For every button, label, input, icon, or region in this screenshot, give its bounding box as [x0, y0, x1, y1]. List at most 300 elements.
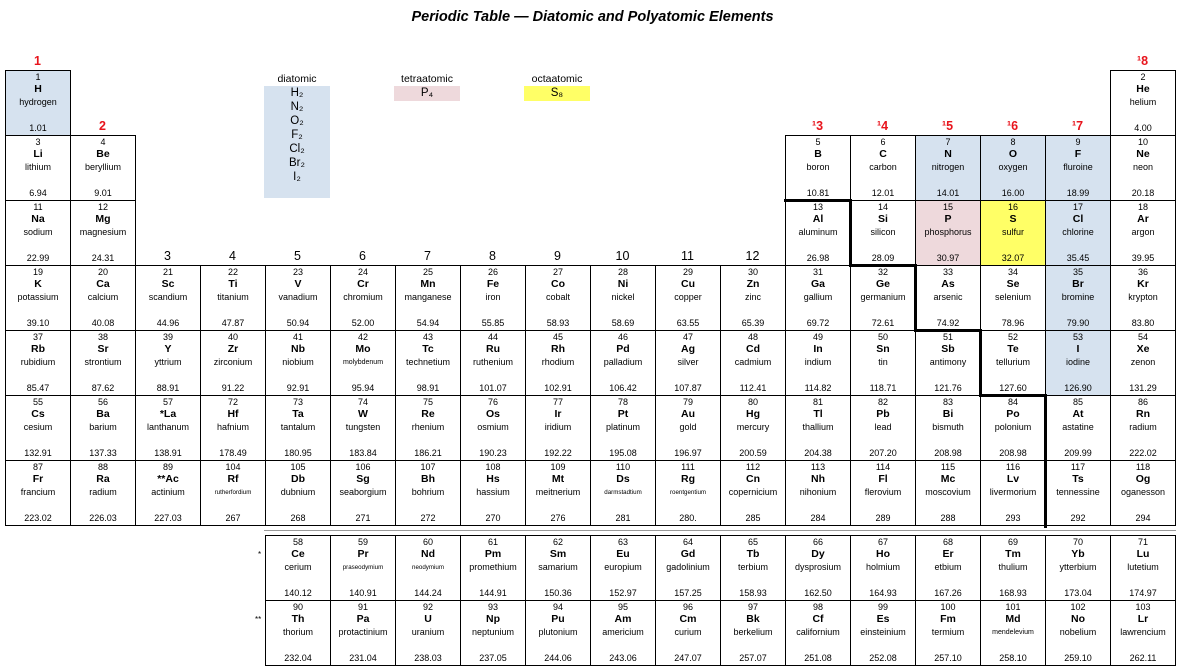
element-cell-europium	[590, 535, 656, 601]
element-symbol: In	[813, 344, 823, 355]
atomic-mass: 168.93	[999, 588, 1027, 598]
atomic-mass: 150.36	[544, 588, 572, 598]
element-name: manganese	[404, 292, 452, 302]
element-symbol: Xe	[1136, 344, 1150, 355]
element-cell-platinum	[590, 395, 656, 461]
element-name: holmium	[865, 562, 900, 572]
element-cell-iodine	[1045, 330, 1111, 396]
element-cell-calcium	[70, 265, 136, 331]
element-symbol: Tb	[746, 549, 760, 560]
atomic-mass: 55.85	[481, 318, 505, 328]
atomic-number: 69	[1007, 537, 1018, 547]
atomic-mass: 52.00	[351, 318, 375, 328]
atomic-mass: 106.42	[609, 383, 637, 393]
atomic-number: 19	[32, 267, 43, 277]
element-name: radium	[89, 487, 117, 497]
element-name: ruthenium	[472, 357, 514, 367]
element-name: dysprosium	[794, 562, 841, 572]
atomic-number: 102	[1070, 602, 1086, 612]
element-symbol: Tc	[422, 344, 434, 355]
atomic-number: 76	[487, 397, 498, 407]
element-name: chlorine	[1062, 227, 1094, 237]
element-symbol: U	[424, 614, 432, 625]
element-symbol: Bh	[421, 474, 435, 485]
atomic-mass: 223.02	[24, 513, 52, 523]
element-cell-francium	[5, 460, 71, 526]
atomic-number: 78	[617, 397, 628, 407]
atomic-mass: 101.07	[479, 383, 507, 393]
element-name: curium	[674, 627, 702, 637]
element-cell-plutonium	[525, 600, 591, 666]
element-symbol: Cr	[357, 279, 369, 290]
atomic-number: 12	[97, 202, 108, 212]
element-cell-strontium	[70, 330, 136, 396]
atomic-mass: 281	[615, 513, 631, 523]
element-symbol: Hf	[227, 409, 239, 420]
atomic-mass: 280.	[679, 513, 697, 523]
atomic-number: 11	[33, 202, 43, 212]
element-cell-promethium	[460, 535, 526, 601]
atomic-number: 97	[747, 602, 758, 612]
atomic-mass: 39.95	[1131, 253, 1155, 263]
atomic-mass: 44.96	[156, 318, 180, 328]
element-symbol: Nd	[421, 549, 435, 560]
element-name: neptunium	[471, 627, 515, 637]
element-name: titanium	[217, 292, 249, 302]
element-cell-rutherfordium	[200, 460, 266, 526]
atomic-mass: 12.01	[871, 188, 895, 198]
metal-nonmetal-divider	[1044, 394, 1047, 528]
atomic-number: 2	[1140, 72, 1146, 82]
element-cell-etbium	[915, 535, 981, 601]
atomic-number: 6	[880, 137, 886, 147]
atomic-number: 114	[875, 462, 891, 472]
element-symbol: Am	[614, 614, 632, 625]
element-cell-manganese	[395, 265, 461, 331]
metal-nonmetal-divider	[849, 199, 852, 267]
atomic-mass: 243.06	[609, 653, 637, 663]
atomic-mass: 258.10	[999, 653, 1027, 663]
atomic-number: 60	[422, 537, 433, 547]
element-name: krypton	[1128, 292, 1158, 302]
element-cell-technetium	[395, 330, 461, 396]
element-name: zinc	[744, 292, 761, 302]
element-symbol: Np	[486, 614, 500, 625]
element-name: thallium	[802, 422, 834, 432]
element-cell-cerium	[265, 535, 331, 601]
atomic-mass: 9.01	[94, 188, 112, 198]
atomic-number: 55	[32, 397, 43, 407]
element-symbol: Gd	[680, 549, 696, 560]
element-cell-tellurium	[980, 330, 1046, 396]
element-symbol: Lu	[1136, 549, 1150, 560]
element-symbol: Nh	[811, 474, 825, 485]
element-name: ytterbium	[1059, 562, 1097, 572]
element-name: sodium	[23, 227, 53, 237]
atomic-number: 56	[97, 397, 108, 407]
element-symbol: Hg	[746, 409, 760, 420]
atomic-mass: 83.80	[1131, 318, 1155, 328]
atomic-number: 63	[617, 537, 628, 547]
element-cell-boron	[785, 135, 851, 201]
element-symbol: Ar	[1137, 214, 1149, 225]
element-name: uranium	[411, 627, 445, 637]
element-cell-californium	[785, 600, 851, 666]
atomic-number: 29	[682, 267, 693, 277]
element-name: thorium	[282, 627, 313, 637]
element-cell-praseodymium	[330, 535, 396, 601]
element-symbol: Sb	[941, 344, 955, 355]
element-name: iron	[485, 292, 501, 302]
atomic-number: 87	[32, 462, 43, 472]
element-cell-copernicium	[720, 460, 786, 526]
element-name: copernicium	[728, 487, 778, 497]
element-cell-hydrogen	[5, 70, 71, 136]
atomic-number: 4	[100, 137, 106, 147]
element-symbol: Dy	[811, 549, 825, 560]
element-symbol: Yb	[1071, 549, 1085, 560]
element-name: promethium	[469, 562, 517, 572]
atomic-mass: 231.04	[349, 653, 377, 663]
element-cell-germanium	[850, 265, 916, 331]
element-symbol: W	[358, 409, 368, 420]
atomic-mass: 252.08	[869, 653, 897, 663]
atomic-mass: 92.91	[286, 383, 310, 393]
element-symbol: Rb	[31, 344, 45, 355]
element-cell-potassium	[5, 265, 71, 331]
element-cell-samarium	[525, 535, 591, 601]
atomic-mass: 72.61	[871, 318, 895, 328]
element-cell-thulium	[980, 535, 1046, 601]
element-cell-mendelevium	[980, 600, 1046, 666]
element-cell-lithium	[5, 135, 71, 201]
atomic-mass: 32.07	[1001, 253, 1025, 263]
element-cell-neptunium	[460, 600, 526, 666]
atomic-number: 38	[97, 332, 108, 342]
atomic-mass: 91.22	[221, 383, 245, 393]
atomic-mass: 132.91	[24, 448, 52, 458]
legend-formula: S₈	[550, 87, 564, 99]
element-cell-lawrencium	[1110, 600, 1176, 666]
group-label: ¹4	[876, 119, 889, 133]
atomic-number: 50	[877, 332, 888, 342]
atomic-number: 104	[225, 462, 241, 472]
element-name: sulfur	[1001, 227, 1024, 237]
element-symbol: Fe	[486, 279, 500, 290]
metal-nonmetal-divider	[914, 264, 917, 332]
element-cell-bohrium	[395, 460, 461, 526]
element-symbol: Pm	[484, 549, 502, 560]
atomic-number: 67	[877, 537, 888, 547]
atomic-number: 26	[487, 267, 498, 277]
legend-formula: Cl₂	[289, 143, 305, 155]
element-symbol: Pt	[617, 409, 629, 420]
element-symbol: Br	[1072, 279, 1084, 290]
atomic-number: 61	[487, 537, 498, 547]
group-label: 5	[294, 249, 301, 263]
element-name: plutonium	[538, 627, 578, 637]
element-cell-silicon	[850, 200, 916, 266]
group-label: ¹5	[941, 119, 954, 133]
atomic-mass: 6.94	[29, 188, 47, 198]
atomic-number: 24	[357, 267, 368, 277]
element-symbol: Mo	[355, 344, 371, 355]
element-cell-nihonium	[785, 460, 851, 526]
atomic-mass: 118.71	[869, 383, 897, 393]
element-name: flerovium	[864, 487, 902, 497]
element-cell-zirconium	[200, 330, 266, 396]
atomic-number: 45	[552, 332, 563, 342]
element-cell-rhenium	[395, 395, 461, 461]
atomic-number: 51	[942, 332, 953, 342]
element-name: cadmium	[734, 357, 772, 367]
atomic-mass: 270	[485, 513, 501, 523]
atomic-mass: 190.23	[479, 448, 507, 458]
element-cell-chlorine	[1045, 200, 1111, 266]
element-symbol: Ho	[876, 549, 890, 560]
atomic-mass: 131.29	[1129, 383, 1157, 393]
element-cell-flerovium	[850, 460, 916, 526]
atomic-number: 34	[1007, 267, 1018, 277]
element-symbol: At	[1072, 409, 1084, 420]
element-name: helium	[1129, 97, 1157, 107]
element-symbol: Fm	[940, 614, 956, 625]
element-cell-molybdenum	[330, 330, 396, 396]
element-cell-tantalum	[265, 395, 331, 461]
element-cell-livermorium	[980, 460, 1046, 526]
atomic-number: 53	[1072, 332, 1083, 342]
atomic-number: 100	[940, 602, 956, 612]
element-symbol: Na	[31, 214, 45, 225]
element-cell-beryllium	[70, 135, 136, 201]
group-label: 6	[359, 249, 366, 263]
atomic-number: 106	[355, 462, 371, 472]
element-symbol: Ir	[554, 409, 562, 420]
atomic-number: 41	[292, 332, 303, 342]
atomic-number: 93	[487, 602, 498, 612]
atomic-mass: 293	[1005, 513, 1021, 523]
atomic-mass: 28.09	[871, 253, 895, 263]
element-name: magnesium	[79, 227, 127, 237]
element-symbol: Ru	[486, 344, 500, 355]
element-name: etbium	[934, 562, 962, 572]
atomic-number: 36	[1137, 267, 1148, 277]
element-cell-nickel	[590, 265, 656, 331]
actinide-mark: **	[255, 615, 262, 624]
atomic-number: 98	[812, 602, 823, 612]
atomic-mass: 40.08	[91, 318, 115, 328]
element-cell-gadolinium	[655, 535, 721, 601]
element-symbol: Fr	[32, 474, 44, 485]
element-name: hassium	[476, 487, 510, 497]
element-symbol: Sm	[549, 549, 567, 560]
atomic-mass: 69.72	[806, 318, 830, 328]
element-symbol: Cs	[31, 409, 45, 420]
element-symbol: Ti	[228, 279, 238, 290]
atomic-mass: 152.97	[609, 588, 637, 598]
atomic-number: 77	[552, 397, 563, 407]
atomic-mass: 88.91	[156, 383, 180, 393]
element-cell-holmium	[850, 535, 916, 601]
element-cell-radium	[1110, 395, 1176, 461]
atomic-mass: 102.91	[544, 383, 572, 393]
element-name: neon	[1132, 162, 1154, 172]
atomic-number: 117	[1070, 462, 1086, 472]
atomic-mass: 63.55	[676, 318, 700, 328]
metal-nonmetal-divider	[849, 264, 917, 267]
element-name: osmium	[477, 422, 509, 432]
element-symbol: Ne	[1136, 149, 1150, 160]
atomic-mass: 174.97	[1129, 588, 1157, 598]
element-cell-titanium	[200, 265, 266, 331]
element-cell-darmstadtium	[590, 460, 656, 526]
element-cell-zinc	[720, 265, 786, 331]
element-cell-lanthanum	[135, 395, 201, 461]
atomic-number: 88	[97, 462, 108, 472]
element-name: lanthanum	[146, 422, 190, 432]
element-symbol: F	[1074, 149, 1082, 160]
atomic-number: 73	[292, 397, 303, 407]
element-cell-cobalt	[525, 265, 591, 331]
element-name: boron	[806, 162, 830, 172]
element-symbol: Ta	[292, 409, 304, 420]
group-label: ¹6	[1006, 119, 1019, 133]
group-label: ¹8	[1136, 54, 1149, 68]
atomic-number: 83	[942, 397, 953, 407]
element-symbol: N	[944, 149, 952, 160]
atomic-number: 23	[292, 267, 303, 277]
atomic-number: 58	[292, 537, 303, 547]
element-cell-lead	[850, 395, 916, 461]
group-label: 12	[745, 249, 760, 263]
element-name: nihonium	[799, 487, 837, 497]
element-cell-copper	[655, 265, 721, 331]
atomic-mass: 87.62	[91, 383, 115, 393]
element-name: fluroine	[1063, 162, 1093, 172]
element-name: strontium	[84, 357, 122, 367]
element-symbol: K	[34, 279, 42, 290]
atomic-number: 101	[1005, 602, 1021, 612]
element-name: dubnium	[280, 487, 316, 497]
element-symbol: *La	[159, 409, 177, 420]
element-name: rhodium	[541, 357, 575, 367]
element-cell-uranium	[395, 600, 461, 666]
element-name: arsenic	[933, 292, 963, 302]
element-cell-thallium	[785, 395, 851, 461]
atomic-number: 66	[812, 537, 823, 547]
element-name: termium	[931, 627, 965, 637]
atomic-mass: 164.93	[869, 588, 897, 598]
element-name: antimony	[929, 357, 967, 367]
element-symbol: Cd	[746, 344, 760, 355]
element-name: astatine	[1062, 422, 1094, 432]
element-symbol: Rf	[227, 474, 239, 485]
group-label: 10	[615, 249, 630, 263]
element-cell-cadmium	[720, 330, 786, 396]
atomic-mass: 35.45	[1066, 253, 1090, 263]
element-symbol: Ts	[1072, 474, 1084, 485]
element-symbol: Pu	[551, 614, 565, 625]
atomic-mass: 98.91	[416, 383, 440, 393]
element-cell-silver	[655, 330, 721, 396]
atomic-mass: 140.12	[284, 588, 312, 598]
element-cell-bismuth	[915, 395, 981, 461]
element-name: lutetium	[1127, 562, 1159, 572]
atomic-mass: 26.98	[806, 253, 830, 263]
atomic-number: 40	[227, 332, 238, 342]
element-symbol: Be	[96, 149, 110, 160]
element-cell-gallium	[785, 265, 851, 331]
atomic-mass: 200.59	[739, 448, 767, 458]
atomic-number: 14	[877, 202, 888, 212]
atomic-number: 65	[747, 537, 758, 547]
atomic-mass: 58.93	[546, 318, 570, 328]
element-name: gadolinium	[666, 562, 710, 572]
atomic-mass: 140.91	[349, 588, 377, 598]
element-name: samarium	[538, 562, 578, 572]
atomic-number: 108	[485, 462, 501, 472]
element-cell-niobium	[265, 330, 331, 396]
atomic-mass: 208.98	[934, 448, 962, 458]
atomic-number: 37	[32, 332, 43, 342]
element-symbol: Er	[942, 549, 954, 560]
element-cell-oganesson	[1110, 460, 1176, 526]
atomic-mass: 209.99	[1064, 448, 1092, 458]
element-name: molybdenum	[342, 359, 384, 366]
element-name: gold	[679, 422, 697, 432]
element-cell-sodium	[5, 200, 71, 266]
element-name: lithium	[24, 162, 51, 172]
element-cell-yttrium	[135, 330, 201, 396]
atomic-number: 74	[357, 397, 368, 407]
element-cell-iron	[460, 265, 526, 331]
legend-formula: N₂	[290, 101, 304, 113]
atomic-number: 20	[97, 267, 108, 277]
element-cell-rubidium	[5, 330, 71, 396]
element-symbol: Ga	[810, 279, 825, 290]
atomic-mass: 294	[1135, 513, 1151, 523]
atomic-mass: 244.06	[544, 653, 572, 663]
element-symbol: Lv	[1006, 474, 1020, 485]
atomic-mass: 16.00	[1001, 188, 1025, 198]
atomic-mass: 292	[1070, 513, 1086, 523]
atomic-mass: 1.01	[29, 123, 47, 133]
atomic-mass: 127.60	[999, 383, 1027, 393]
element-symbol: Mn	[420, 279, 436, 290]
atomic-number: 91	[357, 602, 368, 612]
atomic-number: 95	[617, 602, 628, 612]
element-name: tin	[878, 357, 888, 367]
element-symbol: Os	[485, 409, 500, 420]
atomic-mass: 207.20	[869, 448, 897, 458]
element-symbol: Ra	[96, 474, 110, 485]
atomic-mass: 158.93	[739, 588, 767, 598]
element-symbol: Ce	[291, 549, 305, 560]
atomic-number: 30	[747, 267, 758, 277]
element-cell-krypton	[1110, 265, 1176, 331]
atomic-mass: 196.97	[674, 448, 702, 458]
atomic-number: 31	[812, 267, 823, 277]
atomic-number: 46	[617, 332, 628, 342]
element-name: argon	[1131, 227, 1155, 237]
atomic-mass: 112.41	[739, 383, 767, 393]
element-cell-hafnium	[200, 395, 266, 461]
element-symbol: Re	[421, 409, 435, 420]
element-symbol: H	[34, 84, 42, 95]
element-symbol: Pb	[876, 409, 890, 420]
atomic-number: 52	[1007, 332, 1018, 342]
element-cell-americium	[590, 600, 656, 666]
